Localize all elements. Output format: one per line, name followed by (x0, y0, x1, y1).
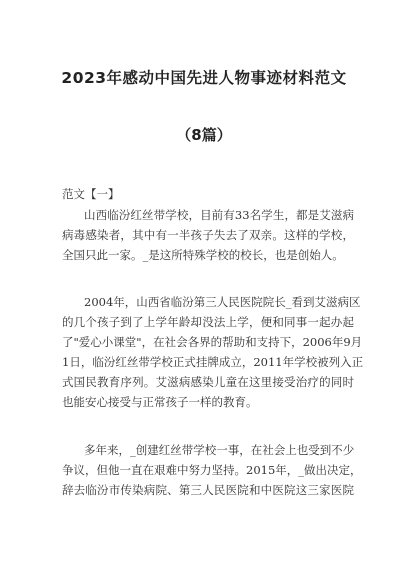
section-label: 范文【一】 (62, 187, 120, 201)
paragraph-line: 1日，临汾红丝带学校正式挂牌成立，2011年学校被列入正 (62, 355, 364, 369)
paragraph-line: 式国民教育序列。艾滋病感染儿童在这里接受治疗的同时 (62, 375, 354, 389)
paragraph-line: 多年来，_创建红丝带学校一事，在社会上也受到不少 (84, 443, 355, 457)
paragraph-line: 全国只此一家。_是这所特殊学校的校长，也是创始人。 (62, 248, 344, 262)
paragraph-line: 山西临汾红丝带学校，目前有33名学生，都是艾滋病 (84, 208, 354, 222)
paragraph-line: 了"爱心小课堂"，在社会各界的帮助和支持下，2006年9月 (62, 335, 363, 349)
document-subtitle: （8篇） (176, 126, 232, 144)
paragraph-line: 也能安心接受与正常孩子一样的教育。 (62, 395, 258, 409)
document-title: 2023年感动中国先进人物事迹材料范文 (61, 69, 347, 87)
paragraph-line: 2004年，山西省临汾第三人民医院院长_看到艾滋病区 (84, 295, 361, 309)
paragraph-line: 的几个孩子到了上学年龄却没法上学，便和同事一起办起 (62, 315, 354, 329)
paragraph-line: 争议，但他一直在艰难中努力坚持。2015年，_做出决定， (62, 463, 362, 477)
paragraph-line: 病毒感染者，其中有一半孩子失去了双亲。这样的学校， (62, 228, 354, 242)
paragraph-line: 辞去临汾市传染病院、第三人民医院和中医院这三家医院 (62, 483, 354, 497)
